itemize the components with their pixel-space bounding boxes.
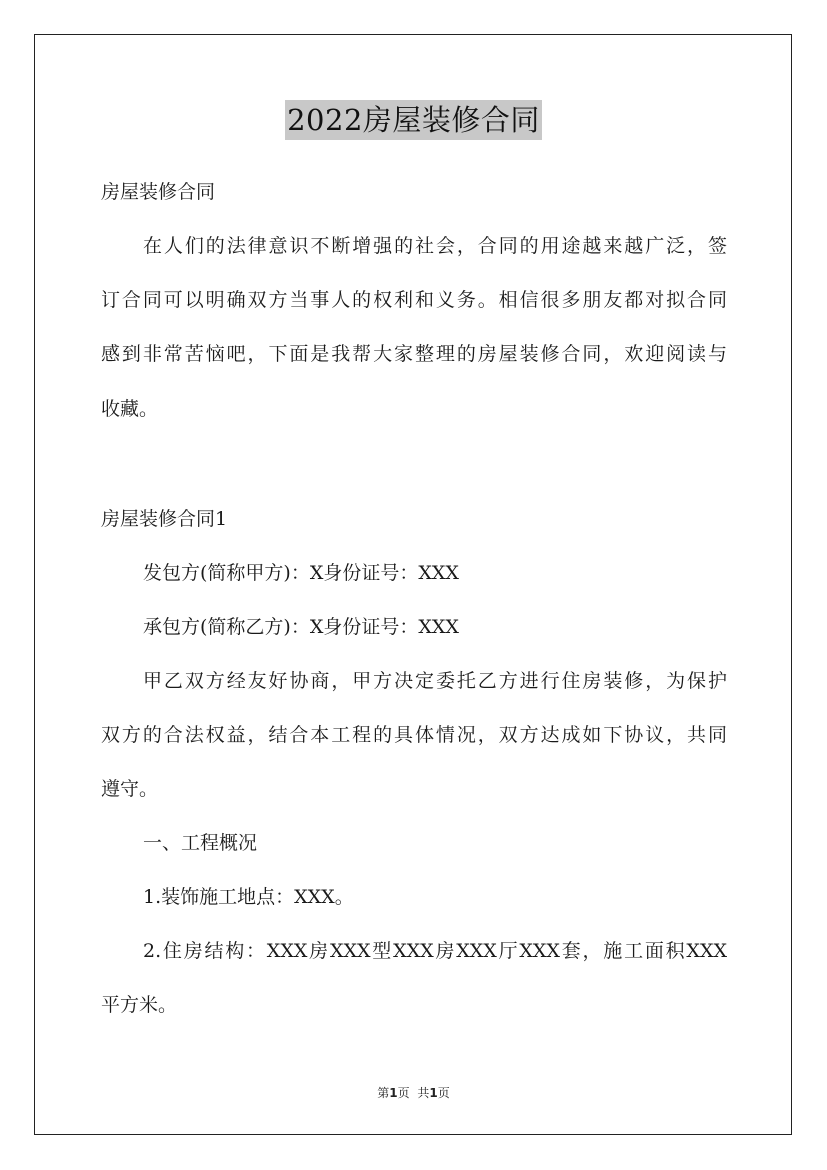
agreement-line-3: 遵守。: [101, 778, 159, 800]
intro-line-3: 感到非常苦恼吧，下面是我帮大家整理的房屋装修合同，欢迎阅读与: [101, 343, 727, 365]
item-2-line-1: 2.住房结构：XXX房XXX型XXX房XXX厅XXX套，施工面积XXX: [143, 940, 727, 962]
contract-heading: 房屋装修合同1: [101, 508, 228, 530]
total-label-suffix: 页: [437, 1086, 450, 1100]
section-heading: 房屋装修合同: [101, 181, 216, 203]
agreement-line-2: 双方的合法权益，结合本工程的具体情况，双方达成如下协议，共同: [101, 724, 727, 746]
agreement-line-1: 甲乙双方经友好协商，甲方决定委托乙方进行住房装修，为保护: [143, 670, 727, 692]
total-pages: 1: [429, 1086, 438, 1100]
total-label-prefix: 共: [417, 1086, 430, 1100]
party-b-line: 承包方(简称乙方)：X身份证号：XXX: [143, 616, 459, 638]
intro-line-4: 收藏。: [101, 398, 159, 420]
page-number: 1: [389, 1086, 398, 1100]
title-container: [0, 100, 827, 140]
intro-line-2: 订合同可以明确双方当事人的权利和义务。相信很多朋友都对拟合同: [101, 289, 727, 311]
page-label-prefix: 第: [377, 1086, 390, 1100]
item-2-line-2: 平方米。: [101, 994, 178, 1016]
party-a-line: 发包方(简称甲方)：X身份证号：XXX: [143, 562, 459, 584]
page-footer: [0, 1084, 827, 1101]
document-title: 2022房屋装修合同: [285, 100, 542, 140]
clause-1-heading: 一、工程概况: [143, 832, 258, 854]
page-label-suffix: 页: [397, 1086, 410, 1100]
intro-line-1: 在人们的法律意识不断增强的社会，合同的用途越来越广泛，签: [143, 235, 727, 257]
item-1: 1.装饰施工地点：XXX。: [143, 886, 354, 908]
